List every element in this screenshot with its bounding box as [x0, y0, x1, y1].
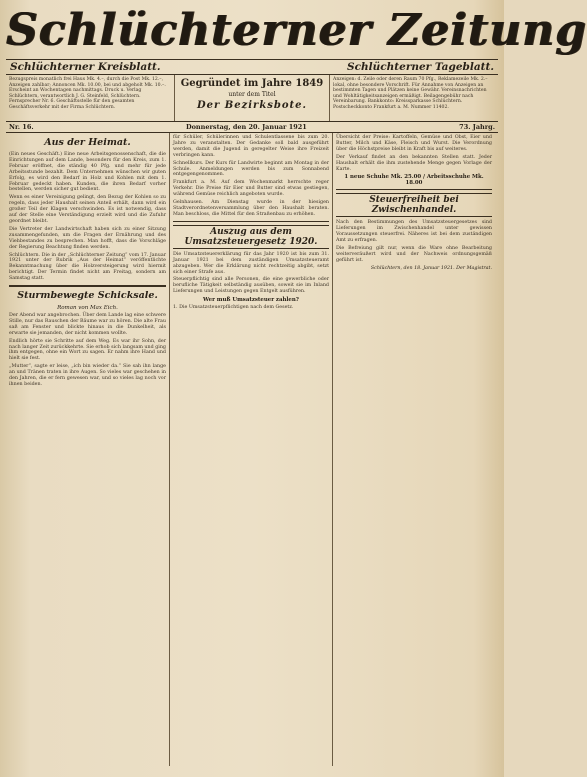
- tax-notice-paragraph: Die Befreiung gilt nur, wenn die Ware ohne Bearbeitung weiterveräußert wird und der Nachweis ordnungsgemäß geführt ist.: [336, 246, 492, 263]
- story-paragraph: Der Abend war angebrochen. Über dem Lande lag eine schwere Stille, nur das Rauschen der Bäume war zu hören. Die alte Frau saß am Fenster und blickte hinaus in die Dunkelheit, als erwarte sie jemanden, der nicht kommen wollte.: [9, 313, 166, 336]
- notice-paragraph: Die Umsatzsteuererklärung für das Jahr 1920 ist bis zum 31. Januar 1921 bei dem zuständigen Umsatzsteueramt abzugeben. Wer die Erklärung nicht rechtzeitig abgibt, setzt sich einer Strafe aus.: [173, 251, 329, 275]
- notice-paragraph: Steuerpflichtig sind alle Personen, die eine gewerbliche oder berufliche Tätigkeit selbständig ausüben, soweit sie im Inland Lieferungen und Leistungen gegen Entgelt ausführen.: [173, 277, 329, 295]
- article-paragraph: Schlüchtern. Die in der „Schlüchterner Zeitung“ vom 17. Januar 1921 unter der Rubrik „Aus der Heimat“ veröffentlichte Bekanntmachung über die Holzversteigerung wird hiermit berichtigt. Der Termin findet nicht am Freitag, sondern am Samstag statt.: [9, 252, 166, 282]
- issue-date: Donnerstag, den 20. Januar 1921: [185, 123, 307, 131]
- volume-year: 73. Jahrg.: [459, 123, 495, 131]
- notice-heading: Auszug aus dem Umsatzsteuergesetz 1920.: [173, 225, 329, 249]
- notice-answer: 1. Die Umsatzsteuerpflichtigen nach dem Gesetz.: [173, 305, 294, 311]
- dateline: [6, 122, 498, 133]
- article-columns: [6, 133, 498, 766]
- price-list: 1 neue Schuhe Mk. 25.00 / Arbeitsschuhe Mk. 18.00: [344, 174, 484, 187]
- article-paragraph: Die Vertreter der Landwirtschaft haben sich zu einer Sitzung zusammengefunden, um die Fragen der Ernährung und des Viehbestandes zu besprechen. Man hofft, dass die Vorschläge der Regierung Beachtung finden werden.: [9, 226, 166, 250]
- notice-question: Wer muß Umsatzsteuer zahlen?: [203, 297, 299, 304]
- tax-notice-paragraph: Nach den Bestimmungen des Umsatzsteuergesetzes sind Lieferungen im Zwischenhandel unter gewissen Voraussetzungen steuerfrei. Näheres ist bei dem zuständigen Amt zu erfragen.: [336, 220, 492, 244]
- column-1: [6, 133, 169, 766]
- subscription-info: Bezugspreis monatlich frei Haus Mk. 4.–, durch die Post Mk. 12.–, Anzeigen zahlbar; Annoncen Mk. 10.00, bei und abgeholt Mk. 10.–. Erscheint an Wochentagen nachmittags. Druck u. Verlag Schlüchtern, verantwortlich J. G. Steinfeld, Schlüchtern. Fernsprecher Nr. 6. Geschäftsstelle für den gesamten Geschäftsverkehr mit der Firma Schlüchtern.: [9, 77, 166, 110]
- divider: [336, 189, 492, 190]
- column-3: [332, 133, 495, 766]
- story-heading: Sturmbewegte Schicksale.: [17, 290, 158, 302]
- divider: [173, 221, 329, 222]
- story-paragraph: „Mutter“, sagte er leise, „ich bin wieder da.“ Sie sah ihn lange an und Tränen traten in ihre Augen. So vieles war geschehen in den Jahren, die er fern gewesen war, und so vieles lag noch vor ihnen beiden.: [9, 364, 166, 387]
- issue-number: Nr. 16.: [9, 123, 34, 131]
- article-paragraph: Der Verkauf findet an den bekannten Stellen statt. Jeder Haushalt erhält die ihm zustehende Menge gegen Vorlage der Karte.: [336, 154, 492, 172]
- advertising-info: Anzeigen: d. Zeile oder deren Raum 70 Pfg., Reklamezeile Mk. 2.– lokal, ohne besondere Vorschrift. Für Annahme von Anzeigen an bestimmten Tagen und Plätzen keine Gewähr. Vereinsnachrichten und Wohltätigkeitsanzeigen ermäßigt. Beilagengebühr nach Vereinbarung. Bankkonto: Kreissparkasse Schlüchtern. Postscheckkonto Frankfurt a. M. Nummer 11402.: [333, 77, 488, 110]
- founding-block: [174, 75, 330, 121]
- article-paragraph: Übersicht der Preise: Kartoffeln, Gemüse und Obst, Eier und Butter, Milch und Käse, Fleisch und Wurst. Die Verordnung über die Höchstpreise bleibt in Kraft bis auf weiteres.: [336, 135, 492, 152]
- subtitle-right: Schlüchterner Tageblatt.: [347, 61, 494, 73]
- article-paragraph: Wenn es einer Vereinigung gelingt, den Bezug der Kohlen so zu regeln, dass jeder Haushalt seinen Anteil erhält, dann wird ein großer Teil der Klagen verschwinden. Es ist notwendig, dass auf der Stelle eine Verständigung erzielt wird und die Zufuhr geordnet bleibt.: [9, 195, 166, 224]
- story-author: Roman von Max Eich.: [57, 305, 118, 312]
- article-paragraph: Schnellkurs. Der Kurs für Landwirte beginnt am Montag in der Schule. Anmeldungen werden bis zum Sonnabend entgegengenommen.: [173, 160, 329, 178]
- masthead-title: Schlüchterner Zeitung: [6, 5, 587, 56]
- article-paragraph: (Ein neues Geschäft.) Eine neue Arbeitsgenossenschaft, die die Einrichtungen auf dem Lande, besonders für den Kreis, zum 1. Februar eröffnet, die ständig 40 Pfg. und mehr für jede Arbeitsstunde bezahlt. Dem Unternehmen wünschen wir guten Erfolg, es wird den Bedarf in Holz und Kohlen mit dem 1. Februar gedeckt haben. Kunden, die ihren Bedarf vorher bestellen, werden sicher gut bedient.: [9, 152, 166, 193]
- founding-year: Gegründet im Jahre 1849: [180, 78, 324, 89]
- story-paragraph: Endlich hörte sie Schritte auf dem Weg. Es war ihr Sohn, der nach langer Zeit zurückkehrte. Sie erhob sich langsam und ging ihm entgegen, ohne ein Wort zu sagen. Er nahm ihre Hand und hielt sie fest.: [9, 338, 166, 362]
- notice-signature: Schlüchtern, den 18. Januar 1921. Der Magistrat.: [370, 265, 492, 271]
- article-paragraph: für Schüler, Schülerinnen und Schulentlassene bis zum 20. Jahre zu veranstalten. Der Gedanke soll bald ausgeführt werden, damit die Jugend in geregelter Weise ihre Freizeit verbringen kann.: [173, 135, 329, 158]
- former-title: Der Bezirksbote.: [196, 100, 308, 111]
- subtitle-bar: [6, 59, 498, 75]
- tax-notice-heading: Steuerfreiheit bei Zwischenhandel.: [336, 193, 492, 217]
- article-paragraph: Frankfurt a. M. Auf dem Wochenmarkt herrschte reger Verkehr. Die Preise für Eier und Butter sind etwas gestiegen, während Gemüse reichlich angeboten wurde.: [173, 180, 329, 198]
- info-row: [6, 75, 498, 122]
- article-paragraph: Gelnhausen. Am Dienstag wurde in der hiesigen Stadtverordnetenversammlung über den Haushalt beraten. Man beschloss, die Mittel für den Straßenbau zu erhöhen.: [173, 200, 329, 217]
- divider: [9, 285, 166, 287]
- column-2: [169, 133, 332, 766]
- founding-under-title: unter dem Titel: [228, 91, 276, 98]
- subtitle-left: Schlüchterner Kreisblatt.: [10, 61, 161, 73]
- section-heading: Aus der Heimat.: [44, 137, 131, 148]
